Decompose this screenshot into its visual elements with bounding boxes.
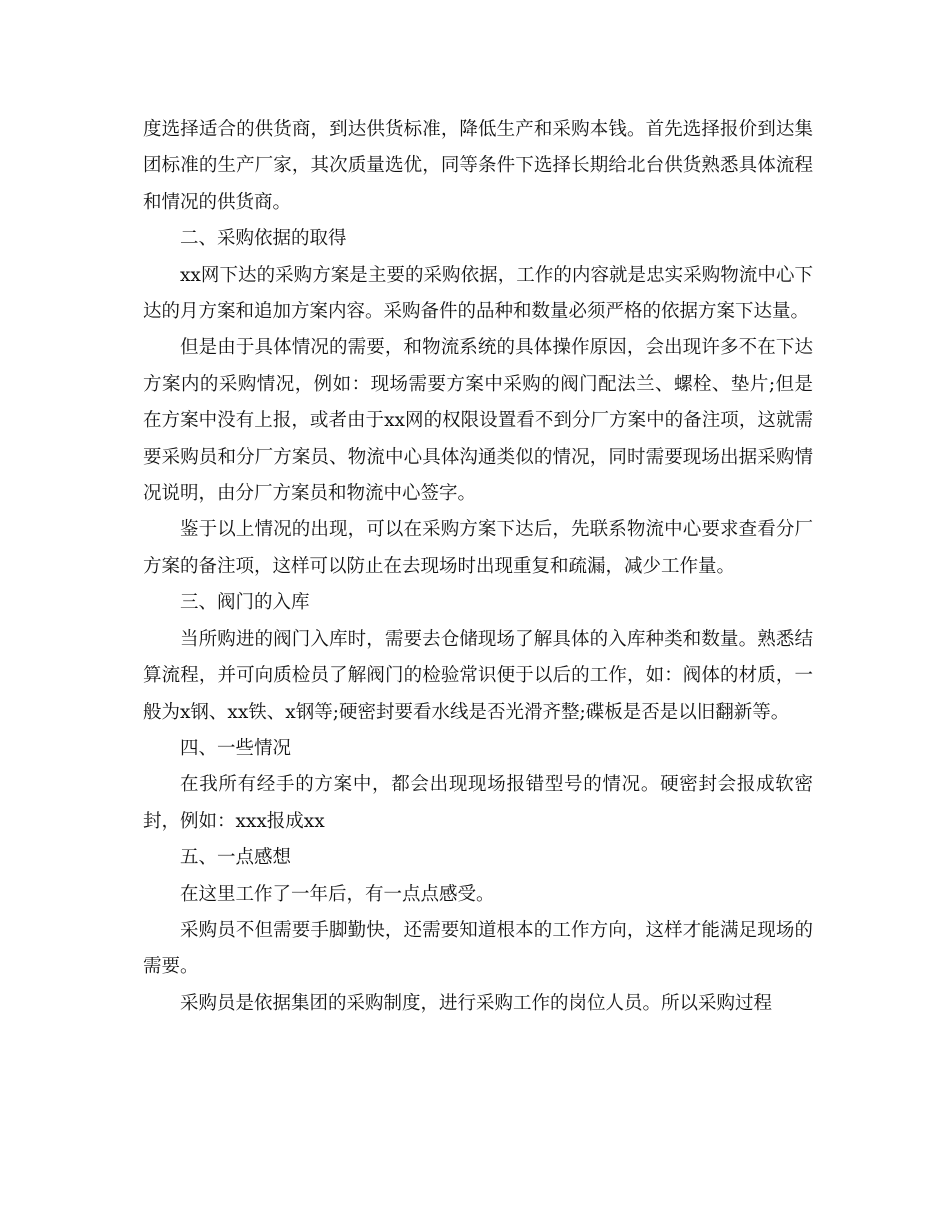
section-heading-valve-warehousing: 三、阀门的入库 bbox=[180, 592, 310, 614]
paragraph: 鉴于以上情况的出现，可以在采购方案下达后，先联系物流中心要求查看分厂方案的备注项，这样可以防止在去现场时出现重复和疏漏，减少工作量。 bbox=[143, 519, 813, 577]
document-page bbox=[143, 112, 813, 1022]
section-heading-reflections: 五、一点感想 bbox=[180, 847, 292, 869]
paragraph: 但是由于具体情况的需要，和物流系统的具体操作原因，会出现许多不在下达方案内的采购情况，例如：现场需要方案中采购的阀门配法兰、螺栓、垫片;但是在方案中没有上报，或者由于xx网的权限设置看不到分厂方案中的备注项，这就需要采购员和分厂方案员、物流中心具体沟通类似的情况，同时需要现场出据采购情况说明，由分厂方案员和物流中心签字。 bbox=[143, 337, 813, 505]
paragraph: 在这里工作了一年后，有一点点感受。 bbox=[180, 883, 495, 905]
section-heading-some-situations: 四、一些情况 bbox=[180, 737, 292, 759]
paragraph-intro-continuation: 度选择适合的供货商，到达供货标准，降低生产和采购本钱。首先选择报价到达集团标准的生产厂家，其次质量选优，同等条件下选择长期给北台供货熟悉具体流程和情况的供货商。 bbox=[143, 119, 813, 213]
paragraph-truncated: 采购员是依据集团的采购制度，进行采购工作的岗位人员。所以采购过程 bbox=[180, 992, 773, 1014]
paragraph: 当所购进的阀门入库时，需要去仓储现场了解具体的入库种类和数量。熟悉结算流程，并可向质检员了解阀门的检验常识便于以后的工作，如：阀体的材质，一般为x钢、xx铁、x钢等;硬密封要看水线是否光滑齐整;碟板是否是以旧翻新等。 bbox=[143, 628, 813, 723]
section-heading-procurement-basis: 二、采购依据的取得 bbox=[180, 228, 347, 250]
paragraph: 在我所有经手的方案中，都会出现现场报错型号的情况。硬密封会报成软密封，例如：xxx报成xx bbox=[143, 774, 813, 832]
paragraph: xx网下达的采购方案是主要的采购依据，工作的内容就是忠实采购物流中心下达的月方案和追加方案内容。采购备件的品种和数量必须严格的依据方案下达量。 bbox=[143, 264, 813, 323]
paragraph: 采购员不但需要手脚勤快，还需要知道根本的工作方向，这样才能满足现场的需要。 bbox=[143, 919, 813, 978]
